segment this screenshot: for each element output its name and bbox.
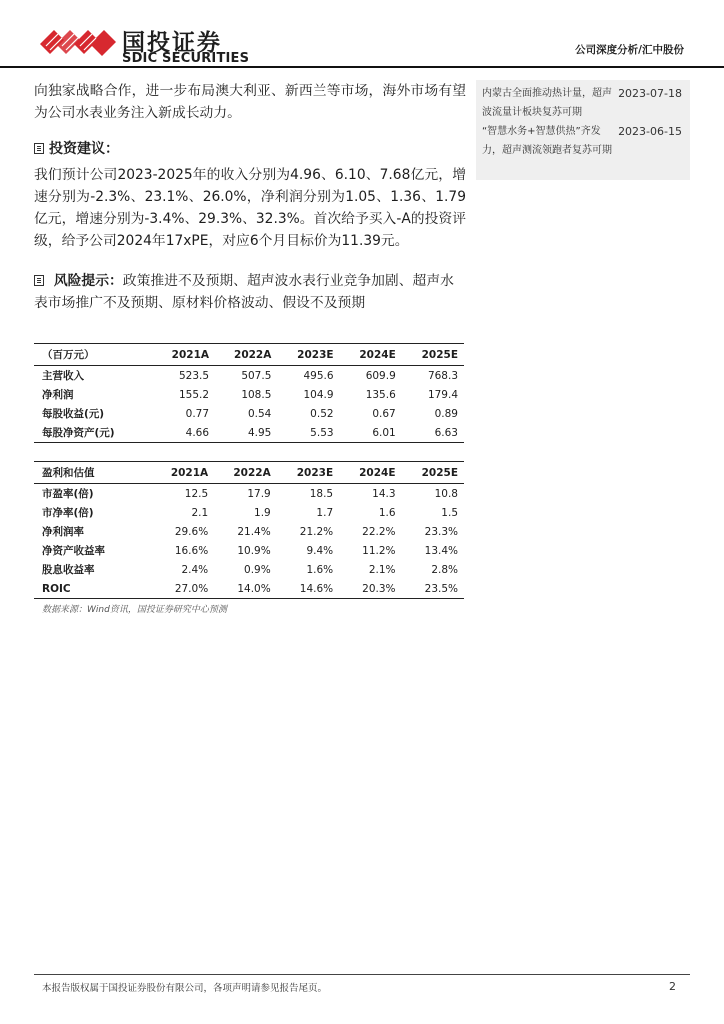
table-cell: 0.9% xyxy=(244,563,271,576)
related-reports-panel xyxy=(476,80,690,180)
related-report-date: 2023-06-15 xyxy=(618,125,682,138)
table-cell: 523.5 xyxy=(178,369,210,382)
table-cell: 0.67 xyxy=(372,407,396,420)
row-label: 每股净资产(元) xyxy=(34,423,153,443)
page-number: 2 xyxy=(669,980,676,993)
risk-paragraph xyxy=(34,270,466,314)
table-cell: 12.5 xyxy=(184,487,209,500)
table-header-cell: 2024E xyxy=(339,462,401,484)
table-header-cell: 2023E xyxy=(277,462,339,484)
financial-summary-table xyxy=(34,343,464,443)
table-cell: 22.2% xyxy=(362,525,396,538)
table-header-cell: 2024E xyxy=(340,344,402,366)
footer-disclaimer: 本报告版权属于国投证券股份有限公司，各项声明请参见报告尾页。 xyxy=(42,983,328,994)
table-cell: 1.6% xyxy=(306,563,334,576)
table-cell: 6.01 xyxy=(340,423,402,443)
document-type: 公司深度分析/汇中股份 xyxy=(575,44,684,56)
table-cell: 10.8 xyxy=(434,487,458,500)
table-header-row xyxy=(34,462,464,484)
table-header-row xyxy=(34,344,464,366)
data-source-note: 数据来源：Wind资讯，国投证券研究中心预测 xyxy=(42,605,227,615)
table-cell: 768.3 xyxy=(427,369,458,382)
table-cell: 179.4 xyxy=(427,388,458,401)
investment-paragraph: 我们预计公司2023-2025年的收入分别为4.96、6.10、7.68亿元，增速分别为-2.3%、23.1%、26.0%，净利润分别为1.05、1.36、1.79亿元，增速分别为-3.4%、29.3%、32.3%。首次给予买入-A的投资评级，给予公司2024年17xPE，对应6个月目标价为11.39元。 xyxy=(34,167,466,249)
table-cell: 21.2% xyxy=(299,525,334,538)
table-cell: 20.3% xyxy=(339,579,401,599)
valuation-table xyxy=(34,461,464,599)
table-cell: 14.6% xyxy=(277,579,339,599)
related-report-title[interactable]: “智慧水务+智慧供热”齐发力，超声测流领跑者复苏可期 xyxy=(482,126,612,156)
main-content xyxy=(34,80,466,314)
table-cell: 11.2% xyxy=(362,544,396,557)
table-header-cell: 2022A xyxy=(214,462,277,484)
table-row xyxy=(34,366,464,386)
row-label: 股息收益率 xyxy=(42,564,95,576)
logo-cn-text: 国投证券 xyxy=(122,30,222,56)
table-cell: 10.9% xyxy=(237,544,271,557)
table-cell: 13.4% xyxy=(424,544,458,557)
table-header-cell: 盈利和估值 xyxy=(34,462,152,484)
table-cell: 0.89 xyxy=(434,407,458,420)
table-cell: 108.5 xyxy=(241,388,272,401)
table-cell: 155.2 xyxy=(178,388,210,401)
table-cell: 2.8% xyxy=(431,563,458,576)
related-report-title[interactable]: 内蒙古全面推动热计量，超声波流量计板块复苏可期 xyxy=(482,88,612,118)
logo-mark-icon xyxy=(40,26,116,62)
table-cell: 507.5 xyxy=(241,369,272,382)
table-cell: 0.52 xyxy=(310,407,334,420)
table-cell: 1.9 xyxy=(254,506,271,519)
related-report-item[interactable] xyxy=(482,122,690,160)
row-label: 市盈率(倍) xyxy=(42,488,94,500)
table-header-cell: 2023E xyxy=(277,344,339,366)
table-cell: 4.66 xyxy=(153,423,215,443)
table-cell: 18.5 xyxy=(309,487,334,500)
table-cell: 1.7 xyxy=(316,506,334,519)
investment-section-title xyxy=(34,138,466,158)
table-cell: 609.9 xyxy=(365,369,396,382)
table-cell: 5.53 xyxy=(277,423,339,443)
table-cell: 135.6 xyxy=(365,388,396,401)
table-cell: 27.0% xyxy=(152,579,215,599)
table-row xyxy=(34,541,464,560)
risk-section-title xyxy=(34,273,123,289)
logo-en-text: SDIC SECURITIES xyxy=(122,51,250,66)
table-header-cell: 2025E xyxy=(402,344,464,366)
row-label: 净资产收益率 xyxy=(42,545,105,557)
page-header xyxy=(0,0,724,70)
table-cell: 104.9 xyxy=(303,388,334,401)
document-icon xyxy=(34,275,44,286)
table-cell: 0.54 xyxy=(247,407,272,420)
table-header-cell: （百万元） xyxy=(34,344,153,366)
table-cell: 9.4% xyxy=(306,544,334,557)
row-label: ROIC xyxy=(34,579,152,599)
table-header-cell: 2022A xyxy=(215,344,277,366)
related-report-date: 2023-07-18 xyxy=(618,87,682,100)
table-cell: 16.6% xyxy=(174,544,209,557)
table-header-cell: 2021A xyxy=(152,462,215,484)
row-label: 净利润率 xyxy=(42,526,84,538)
footer-divider xyxy=(34,974,690,975)
table-row xyxy=(34,503,464,522)
row-label: 主营收入 xyxy=(42,370,84,382)
table-cell: 14.0% xyxy=(214,579,277,599)
row-label: 净利润 xyxy=(42,389,74,401)
table-header-cell: 2025E xyxy=(402,462,464,484)
table-row xyxy=(34,404,464,423)
table-row xyxy=(34,385,464,404)
table-cell: 2.1 xyxy=(191,506,209,519)
table-cell: 14.3 xyxy=(372,487,396,500)
table-row xyxy=(34,484,464,504)
table-row xyxy=(34,579,464,599)
table-cell: 1.5 xyxy=(441,506,458,519)
table-cell: 21.4% xyxy=(237,525,271,538)
table-cell: 23.5% xyxy=(402,579,464,599)
related-report-item[interactable] xyxy=(482,84,690,122)
investment-title: 投资建议： xyxy=(49,141,119,157)
company-logo xyxy=(40,22,250,66)
table-cell: 6.63 xyxy=(402,423,464,443)
table-cell: 0.77 xyxy=(185,407,210,420)
row-label: 每股收益(元) xyxy=(42,408,105,420)
risk-body: 政策推进不及预期、超声波水表行业竞争加剧、超声水表市场推广不及预期、原材料价格波动、假设不及预期 xyxy=(34,273,454,311)
table-cell: 2.4% xyxy=(181,563,209,576)
header-divider xyxy=(0,66,724,68)
table-cell: 2.1% xyxy=(368,563,396,576)
row-label: 市净率(倍) xyxy=(42,507,94,519)
table-cell: 4.95 xyxy=(215,423,277,443)
intro-paragraph: 向独家战略合作，进一步布局澳大利亚、新西兰等市场，海外市场有望为公司水表业务注入新成长动力。 xyxy=(34,83,466,121)
table-row xyxy=(34,560,464,579)
table-cell: 23.3% xyxy=(424,525,458,538)
document-icon xyxy=(34,143,44,154)
risk-title: 风险提示： xyxy=(53,273,123,289)
table-cell: 1.6 xyxy=(378,506,396,519)
table-cell: 17.9 xyxy=(247,487,271,500)
table-cell: 495.6 xyxy=(303,369,334,382)
table-cell: 29.6% xyxy=(174,525,209,538)
table-row xyxy=(34,522,464,541)
table-row xyxy=(34,423,464,443)
table-header-cell: 2021A xyxy=(153,344,215,366)
